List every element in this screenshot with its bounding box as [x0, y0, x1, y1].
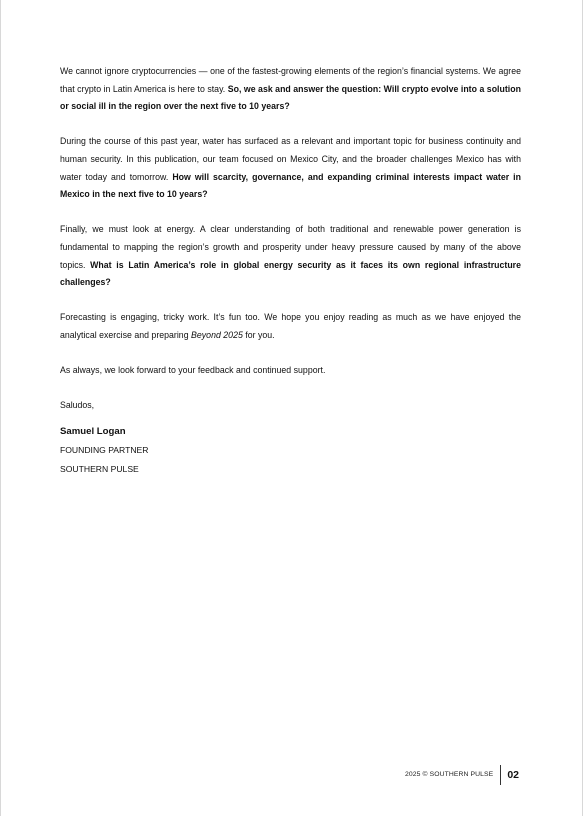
- signatory-title: FOUNDING PARTNER: [60, 444, 149, 455]
- crypto-paragraph: [60, 63, 521, 116]
- closing-line: As always, we look forward to your feedback and continued support.: [60, 365, 326, 376]
- publication-title: Beyond 2025: [191, 329, 243, 340]
- crypto-paragraph-text: We cannot ignore cryptocurrencies — one of the fastest-growing elements of the region’s financial systems. We agree that crypto in Latin America is here to stay.: [60, 66, 521, 94]
- water-paragraph: [60, 133, 521, 203]
- water-paragraph-text: During the course of this past year, water has surfaced as a relevant and important topic for business continuity and human security. In this publication, our team focused on Mexico City, and the broader challenges Mexico has with water today and tomorrow.: [60, 136, 521, 182]
- salutation: Saludos,: [60, 400, 95, 411]
- signature-block: [60, 423, 521, 479]
- crypto-question: So, we ask and answer the question: Will crypto evolve into a solution or social ill in the region over the next five to 10 years?: [60, 83, 521, 112]
- energy-paragraph-text: Finally, we must look at energy. A clear understanding of both traditional and renewable power generation is fundamental to mapping the region’s growth and prosperity under heavy pressure caused by many of the above topics.: [60, 224, 521, 270]
- forecast-paragraph: [60, 309, 521, 344]
- energy-question: What is Latin America’s role in global energy security as it faces its own regional infrastructure challenges?: [60, 259, 521, 288]
- energy-paragraph: [60, 221, 521, 291]
- footer-copyright: 2025 © SOUTHERN PULSE: [404, 771, 494, 778]
- page-footer: [405, 765, 519, 785]
- forecast-text-after: for you.: [242, 329, 275, 340]
- page-number: 02: [507, 769, 519, 781]
- signatory-organization: SOUTHERN PULSE: [60, 463, 139, 474]
- signatory-name: Samuel Logan: [60, 425, 126, 437]
- water-question: How will scarcity, governance, and expanding criminal interests impact water in Mexico in the next five to 10 years?: [60, 171, 521, 200]
- letter-body: [60, 63, 521, 479]
- forecast-text-before: Forecasting is engaging, tricky work. It’s fun too. We hope you enjoy reading as much as we have enjoyed the analytical exercise and preparing: [60, 312, 521, 340]
